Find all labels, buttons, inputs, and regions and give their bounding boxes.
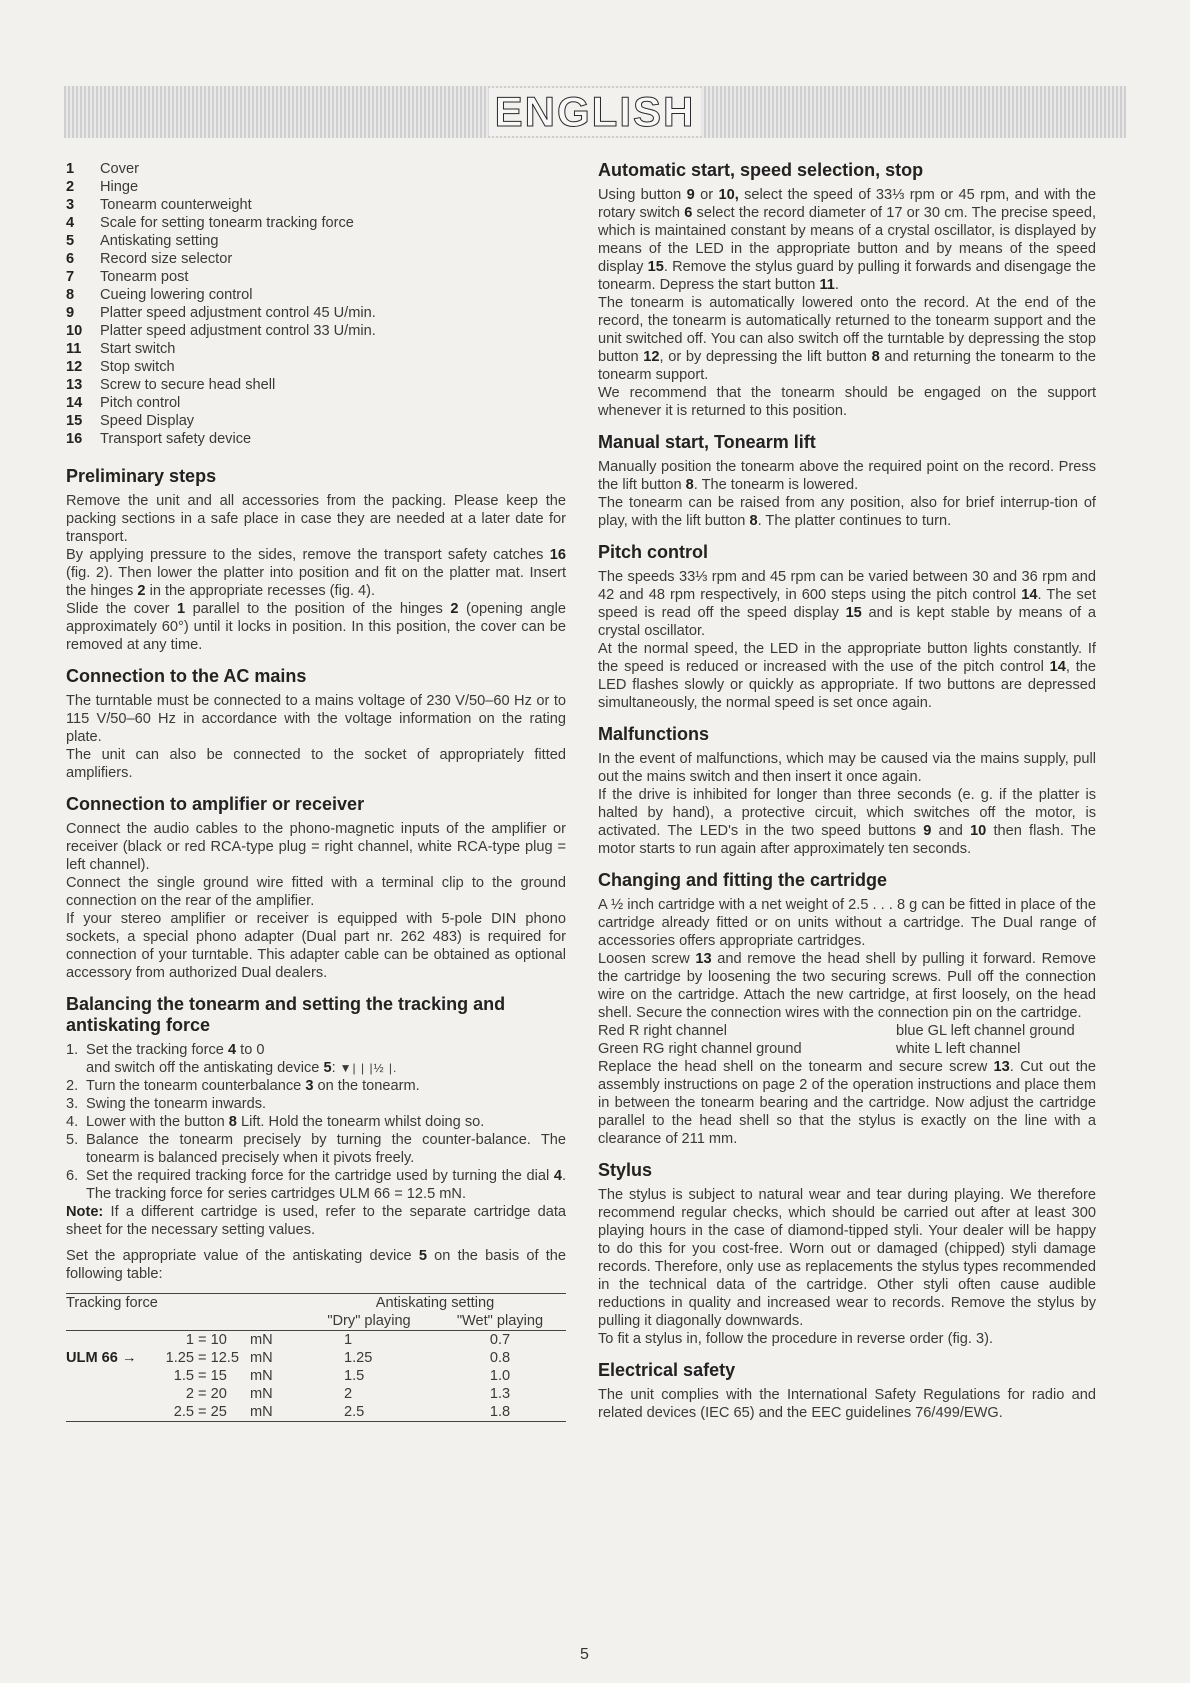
antiskating-symbol: ▼| | |½ |. [339, 1061, 398, 1075]
list-item: 4. Lower with the button 8 Lift. Hold the tonearm whilst doing so. [66, 1114, 485, 1130]
balancing-steps [66, 1041, 566, 1203]
paragraph: Replace the head shell on the tonearm and secure screw 13. Cut out the assembly instructions on page 2 of the operation instructions and place them in between the tonearm bearing and the cartridge. Now adjust the cartridge parallel to the head shell so that the stylus is exactly on the line with a clearance of 211 mm. [598, 1059, 1096, 1147]
right-column [598, 160, 1096, 1434]
part-number: 3 [66, 197, 75, 213]
paragraph: Set the appropriate value of the antiskating device 5 on the basis of the following table: [66, 1248, 566, 1282]
part-number: 13 [66, 377, 83, 393]
paragraph: If your stereo amplifier or receiver is equipped with 5-pole DIN phono sockets, a special phono adapter (Dual part nr. 262 483) is required for connection of your turntable. This adapter cable can be obtained as optional accessory from authorized Dual dealers. [66, 911, 566, 981]
part-number: 14 [66, 395, 83, 411]
part-number: 15 [66, 413, 83, 429]
paragraph: At the normal speed, the LED in the appropriate button lights constantly. If the speed is reduced or increased with the use of the pitch control 14, the LED flashes slowly or quickly as appropriate. If two buttons are depressed simultaneously, the normal speed is set once again. [598, 641, 1096, 711]
model-label [66, 1331, 158, 1350]
table-header-tracking: Tracking force [66, 1295, 158, 1311]
list-item [66, 304, 566, 322]
part-number: 4 [66, 215, 75, 231]
part-label: Pitch control [100, 395, 181, 411]
paragraph: The tonearm is automatically lowered onto the record. At the end of the record, the tonearm is automatically returned to the tonearm support and the unit switched off. You can also switch off the turntable by depressing the stop button 12, or by depressing the lift button 8 and returning the tonearm to the tonearm support. [598, 295, 1096, 383]
list-item: 1. Set the tracking force 4 to 0 and switch off the antiskating device 5: ▼| | |½ |. [66, 1042, 398, 1076]
section-amplifier [66, 794, 566, 982]
antiskating-table [66, 1293, 566, 1422]
part-number: 12 [66, 359, 83, 375]
table-header-wet: "Wet" playing [434, 1312, 566, 1331]
table-header-antiskating: Antiskating setting [375, 1295, 495, 1311]
part-number: 8 [66, 287, 75, 303]
dry-value: 1.25 [344, 1350, 373, 1366]
tracking-gram: 1 [185, 1332, 194, 1348]
paragraph: In the event of malfunctions, which may be caused via the mains supply, pull out the mains switch and then insert it once again. [598, 751, 1096, 785]
tracking-mn: = 10 [198, 1332, 227, 1348]
section-stylus [598, 1160, 1096, 1348]
section-balancing [66, 994, 566, 1422]
part-number: 2 [66, 179, 75, 195]
model-label [66, 1385, 158, 1403]
table-row [66, 1385, 566, 1403]
tracking-gram: 1.5 [173, 1368, 194, 1384]
tracking-unit: mN [250, 1368, 273, 1384]
wet-value: 1.0 [489, 1368, 511, 1384]
table-row [66, 1349, 566, 1367]
tracking-gram: 2 [185, 1386, 194, 1402]
list-item [66, 196, 566, 214]
heading-safety: Electrical safety [598, 1360, 736, 1380]
section-pitch [598, 542, 1096, 712]
paragraph: The speeds 33⅓ rpm and 45 rpm can be varied between 30 and 36 rpm and 42 and 48 rpm respectively, in 600 steps using the pitch control 14. The set speed is read off the speed display 15 and is kept stable by means of a crystal oscillator. [598, 569, 1096, 639]
heading-mains: Connection to the AC mains [66, 666, 307, 686]
table-row [66, 1403, 566, 1422]
heading-pitch: Pitch control [598, 542, 709, 562]
wet-value: 1.3 [489, 1386, 511, 1402]
heading-manual: Manual start, Tonearm lift [598, 432, 816, 452]
note-paragraph: Note: If a different cartridge is used, refer to the separate cartridge data sheet for the necessary setting values. [66, 1204, 566, 1238]
model-label [66, 1403, 158, 1422]
part-label: Start switch [100, 341, 176, 357]
list-item [66, 376, 566, 394]
list-item [66, 322, 566, 340]
left-column [66, 160, 566, 1434]
part-label: Tonearm counterweight [100, 197, 252, 213]
section-manual [598, 432, 1096, 530]
part-number: 9 [66, 305, 75, 321]
language-title: ENGLISH [489, 88, 702, 136]
wire-row: Green RG right channel ground white L left channel [598, 1041, 1021, 1057]
dry-value: 1 [344, 1332, 353, 1348]
dry-value: 1.5 [344, 1368, 365, 1384]
part-number: 7 [66, 269, 75, 285]
paragraph: Slide the cover 1 parallel to the position of the hinges 2 (opening angle approximately 60°) until it locks in position. In this position, the cover can be removed at any time. [66, 601, 566, 653]
paragraph: Using button 9 or 10, select the speed of 33⅓ rpm or 45 rpm, and with the rotary switch 6 select the record diameter of 17 or 30 cm. The precise speed, which is maintained constant by means of a crystal oscillator, is displayed by means of the LED in the appropriate button and by means of the speed display 15. Remove the stylus guard by pulling it forwards and disengage the tonearm. Depress the start button 11. [598, 187, 1097, 293]
list-item [66, 412, 566, 430]
part-label: Cueing lowering control [100, 287, 253, 303]
paragraph: If the drive is inhibited for longer than three seconds (e. g. if the platter is halted by hand), a protective circuit, which switches off the motor, is activated. The LED's in the two speed buttons 9 and 10 then flash. The motor starts to run again after approximately ten seconds. [598, 787, 1096, 857]
heading-preliminary: Preliminary steps [66, 466, 217, 486]
part-label: Platter speed adjustment control 33 U/min. [100, 323, 376, 339]
tracking-unit: mN [250, 1386, 273, 1402]
wire-row: Red R right channel blue GL left channel ground [598, 1023, 1075, 1039]
tracking-mn: = 20 [198, 1386, 227, 1402]
paragraph: By applying pressure to the sides, remove the transport safety catches 16 (fig. 2). Then lower the platter into position and fit on the platter mat. Insert the hinges 2 in the appropriate recesses (fig. 4). [66, 547, 566, 599]
list-item [66, 214, 566, 232]
part-label: Cover [100, 161, 139, 177]
paragraph: We recommend that the tonearm should be engaged on the support whenever it is returned to this position. [598, 385, 1096, 419]
list-item: 6. Set the required tracking force for the cartridge used by turning the dial 4. The tracking force for series cartridges ULM 66 = 12.5 mN. [66, 1168, 566, 1202]
part-label: Screw to secure head shell [100, 377, 276, 393]
heading-stylus: Stylus [598, 1160, 653, 1180]
section-cartridge [598, 870, 1096, 1148]
section-preliminary [66, 466, 566, 654]
list-item [66, 340, 566, 358]
paragraph: Connect the single ground wire fitted with a terminal clip to the ground connection on the rear of the amplifier. [66, 875, 566, 909]
section-auto [598, 160, 1096, 420]
table-header-dry: "Dry" playing [304, 1312, 434, 1331]
paragraph: The stylus is subject to natural wear and tear during playing. We therefore recommend regular checks, which should be carried out after at least 300 playing hours in the case of diamond-tipped styli. Your dealer will be happy to do this for you cost-free. Worn out or damaged (chipped) styli damage records. Therefore, only use as replacements the stylus types recommended in the technical data of the cartridge. Other styli often cause audible reductions in quality and increased wear to records. Remove the stylus by pulling it diagonally downwards. [598, 1187, 1096, 1329]
part-number: 10 [66, 323, 83, 339]
part-label: Hinge [100, 179, 139, 195]
part-number: 6 [66, 251, 75, 267]
paragraph: Manually position the tonearm above the required point on the record. Press the lift button 8. The tonearm is lowered. [598, 459, 1096, 493]
part-label: Speed Display [100, 413, 195, 429]
list-item [66, 358, 566, 376]
heading-amplifier: Connection to amplifier or receiver [66, 794, 365, 814]
list-item [66, 232, 566, 250]
part-label: Antiskating setting [100, 233, 219, 249]
paragraph: The unit can also be connected to the socket of appropriately fitted amplifiers. [66, 747, 566, 781]
list-item [66, 394, 566, 412]
section-malfunctions [598, 724, 1096, 858]
dry-value: 2 [344, 1386, 353, 1402]
part-label: Tonearm post [100, 269, 189, 285]
paragraph: Connect the audio cables to the phono-magnetic inputs of the amplifier or receiver (black or red RCA-type plug = right channel, white RCA-type plug = left channel). [66, 821, 566, 873]
page-number: 5 [580, 1646, 589, 1663]
part-number: 11 [66, 341, 82, 357]
model-label [66, 1367, 158, 1385]
part-number: 5 [66, 233, 75, 249]
heading-balancing: Balancing the tonearm and setting the tracking and antiskating force [66, 994, 506, 1035]
paragraph: Remove the unit and all accessories from the packing. Please keep the packing sections in a safe place in case they are needed at a later date for transport. [66, 493, 566, 545]
heading-malfunctions: Malfunctions [598, 724, 709, 744]
tracking-mn: = 12.5 [198, 1350, 239, 1366]
paragraph: The unit complies with the International Safety Regulations for radio and related devices (IEC 65) and the EEC guidelines 76/499/EWG. [598, 1387, 1096, 1421]
paragraph: To fit a stylus in, follow the procedure in reverse order (fig. 3). [598, 1331, 994, 1347]
model-label: ULM 66 → [66, 1350, 137, 1366]
wet-value: 0.7 [489, 1332, 511, 1348]
part-number: 1 [66, 161, 75, 177]
paragraph: A ½ inch cartridge with a net weight of 2.5 . . . 8 g can be fitted in place of the cartridge already fitted or on units without a cartridge. The Dual range of accessories offers appropriate cartridges. [598, 897, 1096, 949]
dry-value: 2.5 [304, 1403, 434, 1422]
part-label: Record size selector [100, 251, 233, 267]
list-item [66, 286, 566, 304]
parts-list [66, 160, 566, 448]
section-safety [598, 1360, 1096, 1422]
language-banner [64, 86, 1126, 138]
list-item [66, 430, 566, 448]
paragraph: Loosen screw 13 and remove the head shell by pulling it forward. Remove the cartridge by loosening the two securing screws. Pull off the connection wire on the cartridge. Attach the new cartridge, at first loosely, on the head shell. Secure the connection wires with the connection pin on the cartridge. [598, 951, 1096, 1021]
heading-auto: Automatic start, speed selection, stop [598, 160, 924, 180]
part-number: 16 [66, 431, 83, 447]
list-item [66, 250, 566, 268]
list-item: 5. Balance the tonearm precisely by turning the counter-balance. The tonearm is balanced precisely when it pivots freely. [66, 1132, 566, 1166]
tracking-gram: 2.5 [158, 1403, 198, 1422]
list-item: 3. Swing the tonearm inwards. [66, 1096, 267, 1112]
list-item: 2. Turn the tonearm counterbalance 3 on the tonearm. [66, 1078, 420, 1094]
tracking-unit: mN [250, 1403, 304, 1422]
list-item [66, 160, 566, 178]
heading-cartridge: Changing and fitting the cartridge [598, 870, 887, 890]
tracking-mn: = 15 [198, 1368, 227, 1384]
list-item [66, 178, 566, 196]
part-label: Transport safety device [100, 431, 252, 447]
part-label: Scale for setting tonearm tracking force [100, 215, 354, 231]
tracking-unit: mN [250, 1350, 273, 1366]
wet-value: 0.8 [489, 1350, 511, 1366]
table-row [66, 1331, 566, 1350]
part-label: Stop switch [100, 359, 175, 375]
section-mains [66, 666, 566, 782]
tracking-gram: 1.25 [165, 1350, 194, 1366]
tracking-unit: mN [250, 1332, 273, 1348]
list-item [66, 268, 566, 286]
part-label: Platter speed adjustment control 45 U/min. [100, 305, 376, 321]
table-row [66, 1367, 566, 1385]
paragraph: The turntable must be connected to a mains voltage of 230 V/50–60 Hz or to 115 V/50–60 Hz in accordance with the voltage information on the rating plate. [66, 693, 566, 745]
tracking-mn: = 25 [198, 1403, 250, 1422]
wet-value: 1.8 [434, 1403, 566, 1422]
paragraph: The tonearm can be raised from any position, also for brief interrup-tion of play, with the lift button 8. The platter continues to turn. [598, 495, 1096, 529]
